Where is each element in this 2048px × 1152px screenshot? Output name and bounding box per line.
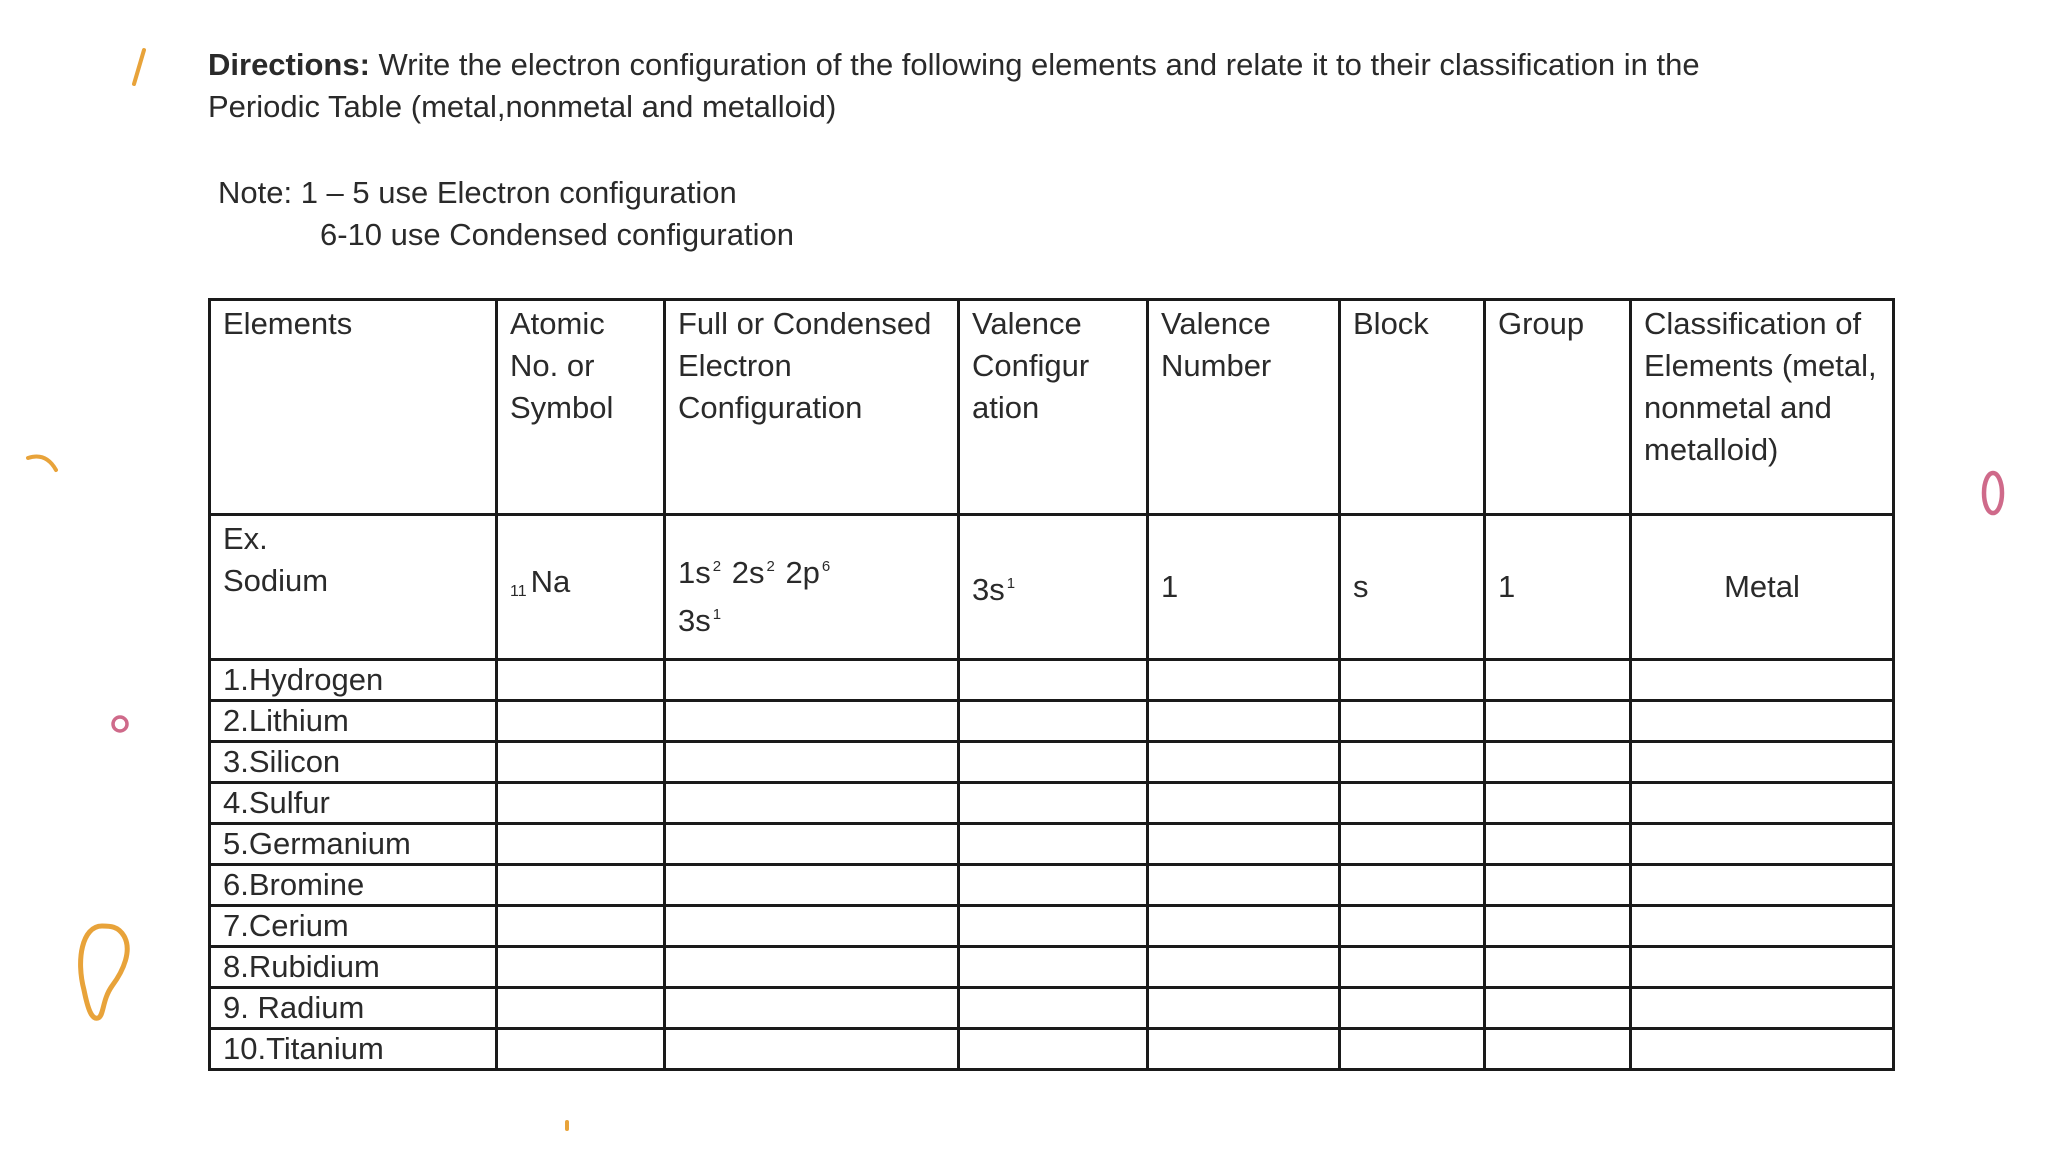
config-sup-2s: 2 [766, 558, 775, 575]
table-row [210, 824, 1894, 865]
note-block [218, 172, 794, 256]
classification-cell[interactable] [1631, 906, 1894, 947]
example-classification: Metal [1631, 515, 1894, 660]
atomic-cell[interactable] [497, 783, 665, 824]
config-orbital-2s: 2s [731, 555, 765, 590]
element-name: 7.Cerium [210, 906, 497, 947]
directions-label: Directions: [208, 47, 370, 82]
header-elements: Elements [210, 300, 497, 515]
example-atomic-symbol: Na [530, 564, 571, 599]
classification-cell[interactable] [1631, 701, 1894, 742]
atomic-cell[interactable] [497, 1029, 665, 1070]
example-element-name: Sodium [223, 563, 329, 598]
block-cell[interactable] [1340, 742, 1485, 783]
valence-config-cell[interactable] [959, 1029, 1148, 1070]
valence-number-cell[interactable] [1148, 660, 1340, 701]
valence-config-cell[interactable] [959, 988, 1148, 1029]
worksheet-table [208, 298, 1895, 1071]
configuration-cell[interactable] [665, 742, 959, 783]
header-row [210, 300, 1894, 515]
table-row [210, 1029, 1894, 1070]
classification-cell[interactable] [1631, 742, 1894, 783]
example-valence-config [959, 515, 1148, 660]
element-name: 3.Silicon [210, 742, 497, 783]
element-name: 9. Radium [210, 988, 497, 1029]
directions-body: Write the electron configuration of the following elements and relate it to their classification in the Periodic Table (metal,nonmetal and metalloid) [208, 47, 1700, 124]
configuration-cell[interactable] [665, 865, 959, 906]
group-cell[interactable] [1485, 660, 1631, 701]
table-row [210, 865, 1894, 906]
atomic-cell[interactable] [497, 742, 665, 783]
block-cell[interactable] [1340, 947, 1485, 988]
block-cell[interactable] [1340, 783, 1485, 824]
header-valence-number: Valence Number [1148, 300, 1340, 515]
orange-dot-doodle [562, 1120, 572, 1132]
element-name: 2.Lithium [210, 701, 497, 742]
valence-number-cell[interactable] [1148, 824, 1340, 865]
config-sup-2p: 6 [821, 558, 831, 575]
element-name: 4.Sulfur [210, 783, 497, 824]
example-row [210, 515, 1894, 660]
group-cell[interactable] [1485, 1029, 1631, 1070]
orange-arc-doodle [24, 448, 64, 478]
header-group: Group [1485, 300, 1631, 515]
table-row [210, 742, 1894, 783]
atomic-cell[interactable] [497, 701, 665, 742]
atomic-cell[interactable] [497, 865, 665, 906]
block-cell[interactable] [1340, 701, 1485, 742]
atomic-cell[interactable] [497, 947, 665, 988]
atomic-cell[interactable] [497, 660, 665, 701]
element-name: 1.Hydrogen [210, 660, 497, 701]
block-cell[interactable] [1340, 1029, 1485, 1070]
valence-number-cell[interactable] [1148, 701, 1340, 742]
group-cell[interactable] [1485, 742, 1631, 783]
group-cell[interactable] [1485, 947, 1631, 988]
pink-zero-doodle [1978, 466, 2008, 520]
block-cell[interactable] [1340, 906, 1485, 947]
configuration-cell[interactable] [665, 906, 959, 947]
configuration-cell[interactable] [665, 947, 959, 988]
table-row [210, 783, 1894, 824]
table-row [210, 906, 1894, 947]
block-cell[interactable] [1340, 824, 1485, 865]
element-name: 5.Germanium [210, 824, 497, 865]
block-cell[interactable] [1340, 988, 1485, 1029]
example-block: s [1340, 515, 1485, 660]
classification-cell[interactable] [1631, 1029, 1894, 1070]
atomic-cell[interactable] [497, 906, 665, 947]
table-row [210, 701, 1894, 742]
classification-cell[interactable] [1631, 865, 1894, 906]
note-line-1: Note: 1 – 5 use Electron configuration [218, 175, 737, 210]
element-name: 6.Bromine [210, 865, 497, 906]
example-prefix: Ex. [223, 521, 268, 556]
group-cell[interactable] [1485, 906, 1631, 947]
block-cell[interactable] [1340, 660, 1485, 701]
valence-config-cell[interactable] [959, 906, 1148, 947]
example-group: 1 [1485, 515, 1631, 660]
table-row [210, 947, 1894, 988]
example-element [210, 515, 497, 660]
group-cell[interactable] [1485, 701, 1631, 742]
valence-config-cell[interactable] [959, 947, 1148, 988]
table-row [210, 988, 1894, 1029]
orange-loop-doodle [72, 920, 138, 1026]
valence-config-cell[interactable] [959, 660, 1148, 701]
atomic-cell[interactable] [497, 824, 665, 865]
configuration-cell[interactable] [665, 783, 959, 824]
valence-number-cell[interactable] [1148, 742, 1340, 783]
example-atomic [497, 515, 665, 660]
classification-cell[interactable] [1631, 988, 1894, 1029]
classification-cell[interactable] [1631, 824, 1894, 865]
valence-number-cell[interactable] [1148, 947, 1340, 988]
group-cell[interactable] [1485, 865, 1631, 906]
header-atomic: Atomic No. or Symbol [497, 300, 665, 515]
valence-number-cell[interactable] [1148, 988, 1340, 1029]
example-atomic-number: 11 [510, 583, 527, 600]
group-cell[interactable] [1485, 824, 1631, 865]
config-sup-3s: 1 [712, 606, 722, 623]
valence-number-cell[interactable] [1148, 906, 1340, 947]
classification-cell[interactable] [1631, 947, 1894, 988]
valence-config-cell[interactable] [959, 865, 1148, 906]
configuration-cell[interactable] [665, 1029, 959, 1070]
example-valence-number: 1 [1148, 515, 1340, 660]
valence-config-cell[interactable] [959, 824, 1148, 865]
block-cell[interactable] [1340, 865, 1485, 906]
config-orbital-3s: 3s [678, 603, 711, 638]
configuration-cell[interactable] [665, 988, 959, 1029]
orange-tick-doodle [126, 46, 150, 90]
classification-cell[interactable] [1631, 783, 1894, 824]
valence-number-cell[interactable] [1148, 865, 1340, 906]
group-cell[interactable] [1485, 988, 1631, 1029]
valence-number-cell[interactable] [1148, 783, 1340, 824]
note-line-2: 6-10 use Condensed configuration [320, 217, 794, 252]
atomic-cell[interactable] [497, 988, 665, 1029]
element-name: 10.Titanium [210, 1029, 497, 1070]
header-block: Block [1340, 300, 1485, 515]
element-name: 8.Rubidium [210, 947, 497, 988]
valence-config-cell[interactable] [959, 742, 1148, 783]
valence-number-cell[interactable] [1148, 1029, 1340, 1070]
config-orbital-2p: 2p [785, 555, 820, 590]
configuration-cell[interactable] [665, 701, 959, 742]
configuration-cell[interactable] [665, 660, 959, 701]
group-cell[interactable] [1485, 783, 1631, 824]
directions-text [208, 44, 1768, 128]
example-valence-sup: 1 [1006, 575, 1016, 592]
example-configuration [665, 515, 959, 660]
config-orbital-1s: 1s [678, 555, 711, 590]
classification-cell[interactable] [1631, 660, 1894, 701]
config-sup-1s: 2 [712, 558, 722, 575]
configuration-cell[interactable] [665, 824, 959, 865]
header-classification: Classification of Elements (metal, nonmetal and metalloid) [1631, 300, 1894, 515]
table-row [210, 660, 1894, 701]
header-configuration: Full or Condensed Electron Configuration [665, 300, 959, 515]
valence-config-cell[interactable] [959, 783, 1148, 824]
header-valence-config: Valence Configur ation [959, 300, 1148, 515]
pink-circle-doodle [108, 712, 132, 736]
example-valence-orbital: 3s [972, 572, 1005, 607]
valence-config-cell[interactable] [959, 701, 1148, 742]
